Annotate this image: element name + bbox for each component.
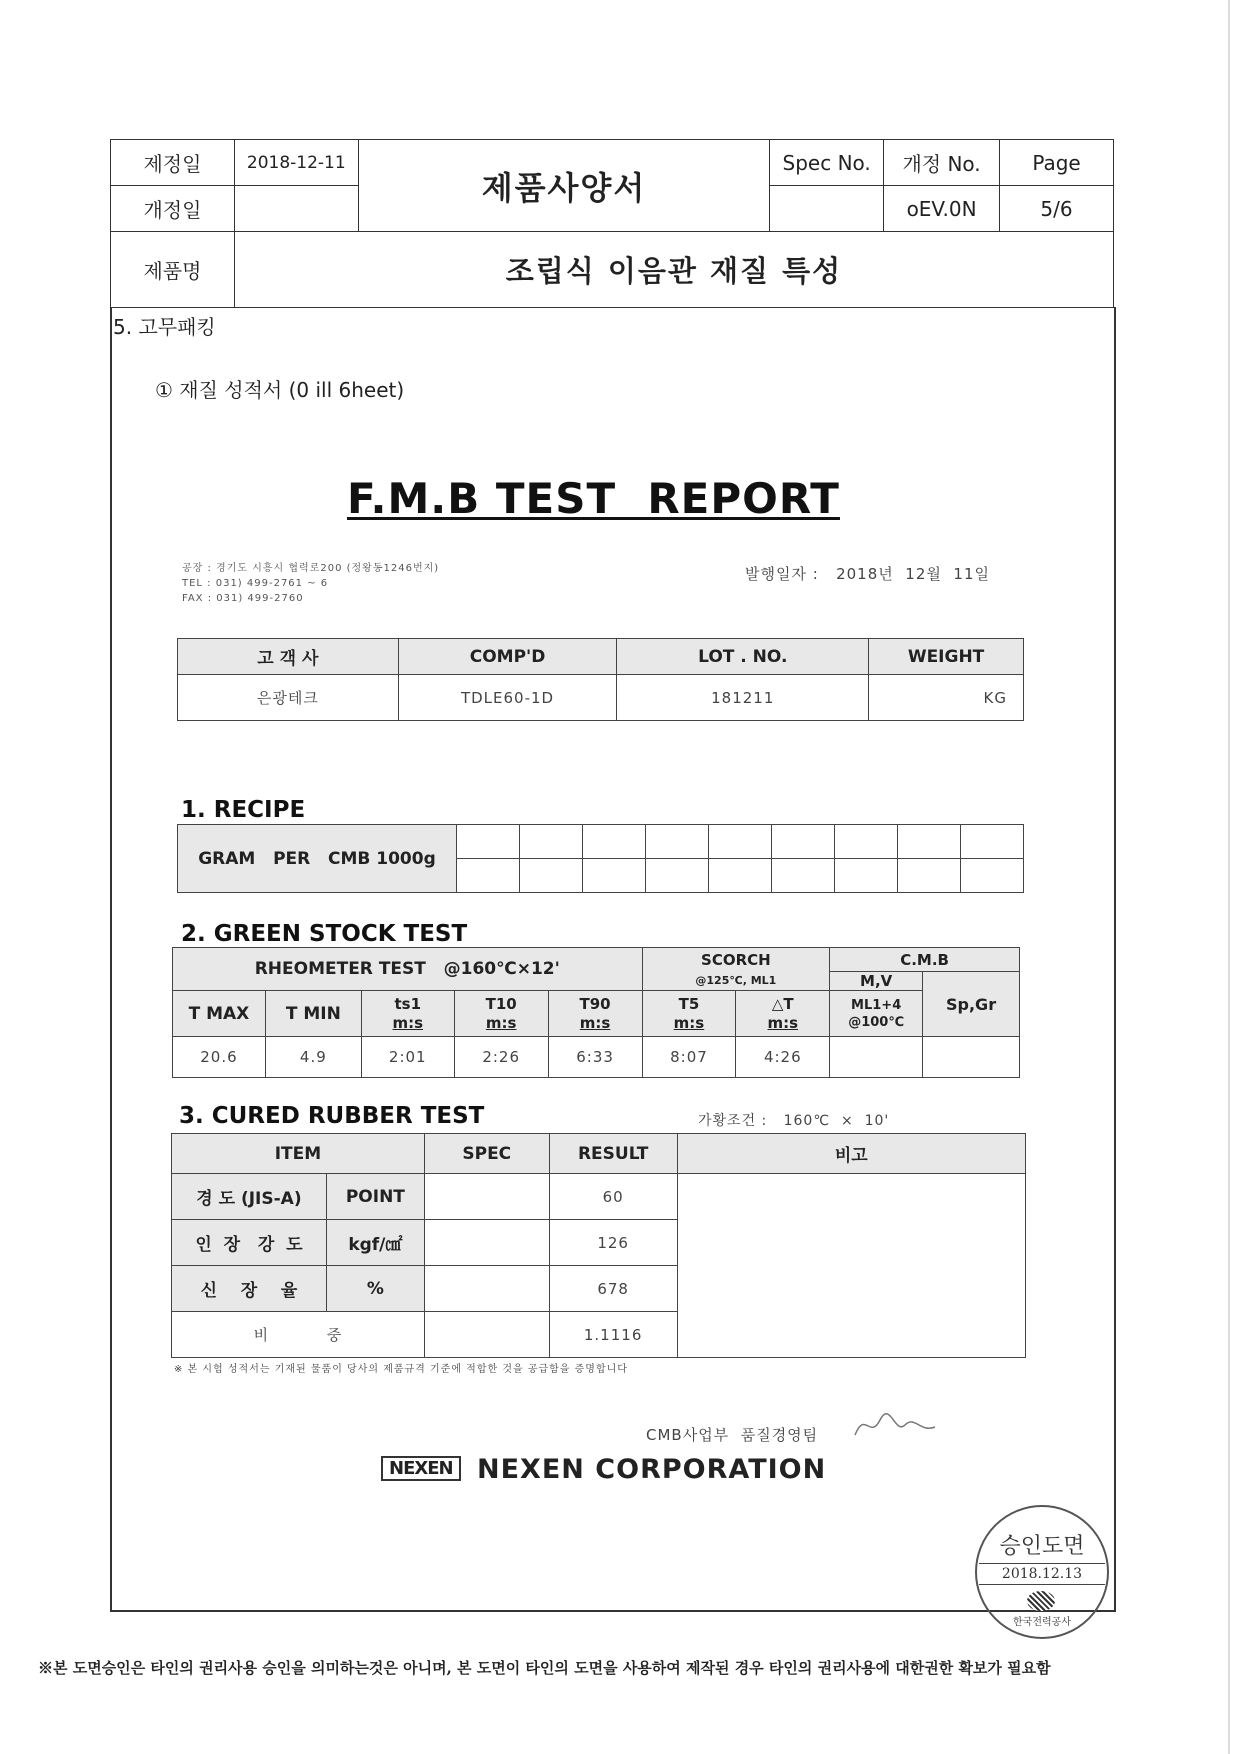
spgr-value <box>923 1037 1020 1078</box>
sheet-label: ① 재질 성적서 (0 ill 6heet) <box>155 378 405 402</box>
spec-no-value <box>770 186 884 232</box>
ts1-label: ts1 <box>394 994 422 1013</box>
recipe-cell <box>520 859 583 893</box>
gravity-item: 비 중 <box>172 1312 425 1358</box>
nexen-logo-text: NEXEN <box>389 1458 453 1479</box>
recipe-cell <box>457 859 520 893</box>
tensile-item: 인 장 강 도 <box>172 1220 327 1266</box>
recipe-cell <box>961 825 1024 859</box>
stamp-title: 승인도면 <box>999 1534 1085 1559</box>
mv-header: M,V <box>830 972 923 991</box>
stamp-date: 2018.12.13 <box>1001 1566 1083 1582</box>
rheometer-header: RHEOMETER TEST @160℃×12' <box>173 948 643 991</box>
recipe-cell <box>772 825 835 859</box>
lot-header: LOT . NO. <box>617 639 869 675</box>
t90-label: T90 <box>579 994 611 1013</box>
tensile-result: 126 <box>549 1220 677 1266</box>
elongation-spec <box>424 1266 549 1312</box>
recipe-cell <box>646 825 709 859</box>
company-name: NEXEN CORPORATION <box>477 1454 827 1485</box>
t90-unit: m:s <box>579 1013 611 1032</box>
item-header: ITEM <box>172 1134 425 1174</box>
t10-value: 2:26 <box>454 1037 548 1078</box>
t5-label: T5 <box>678 994 700 1013</box>
recipe-title: 1. RECIPE <box>181 797 306 823</box>
recipe-cell <box>835 859 898 893</box>
hardness-spec <box>424 1174 549 1220</box>
t5-unit: m:s <box>673 1013 705 1032</box>
customer-info-table <box>177 638 1024 721</box>
section-label: 5. 고무패킹 <box>113 315 216 339</box>
recipe-cell <box>646 859 709 893</box>
t5-value: 8:07 <box>642 1037 736 1078</box>
dt-header <box>736 991 830 1037</box>
factory-address <box>182 561 439 606</box>
dt-label: △T <box>771 994 794 1013</box>
dt-unit: m:s <box>767 1013 799 1032</box>
recipe-cell <box>583 859 646 893</box>
issue-date: 발행일자 : 2018년 12월 11일 <box>745 565 990 583</box>
fax-line: FAX : 031) 499-2760 <box>182 593 304 604</box>
compd-value: TDLE60-1D <box>398 675 617 721</box>
cmb-header: C.M.B <box>830 948 1020 972</box>
spec-header-table <box>110 139 1114 308</box>
ml-value <box>830 1037 923 1078</box>
bottom-disclaimer: ※본 도면승인은 타인의 권리사용 승인을 의미하는것은 아니며, 본 도면이 타인의 도면을 사용하여 제작된 경우 타인의 권리사용에 대한권한 확보가 필요함 <box>38 1659 1051 1677</box>
scorch-header: SCORCH <box>642 948 830 972</box>
scorch-condition: @125℃, ML1 <box>642 972 830 991</box>
ml-label: ML1+4 <box>851 997 902 1013</box>
spec-no-label: Spec No. <box>770 140 884 186</box>
t10-header <box>454 991 548 1037</box>
ts1-value: 2:01 <box>361 1037 454 1078</box>
tel-line: TEL : 031) 499-2761 ~ 6 <box>182 578 329 589</box>
ml-temp: @100℃ <box>848 1014 905 1030</box>
recipe-cell <box>898 859 961 893</box>
recipe-cell <box>520 825 583 859</box>
department-label: CMB사업부 품질경영팀 <box>646 1426 819 1444</box>
tensile-spec <box>424 1220 549 1266</box>
cure-condition: 가황조건 : 160℃ × 10' <box>698 1113 890 1129</box>
tmax-header: T MAX <box>173 991 266 1037</box>
signature-mark <box>850 1405 940 1445</box>
established-date: 2018-12-11 <box>234 140 358 186</box>
dt-value: 4:26 <box>736 1037 830 1078</box>
t10-label: T10 <box>485 994 517 1013</box>
page-label: Page <box>1000 140 1114 186</box>
customer-header: 고 객 사 <box>178 639 399 675</box>
result-header: RESULT <box>549 1134 677 1174</box>
spec-header: SPEC <box>424 1134 549 1174</box>
elongation-result: 678 <box>549 1266 677 1312</box>
recipe-cell <box>898 825 961 859</box>
doc-title: 제품사양서 <box>358 140 769 232</box>
rev-no-value: oEV.0N <box>884 186 1000 232</box>
remark-header: 비고 <box>677 1134 1025 1174</box>
gravity-result: 1.1116 <box>549 1312 677 1358</box>
spgr-header: Sp,Gr <box>923 972 1020 1037</box>
product-name: 조립식 이음관 재질 특성 <box>234 232 1113 308</box>
nexen-logo <box>381 1456 461 1481</box>
rev-no-label: 개정 No. <box>884 140 1000 186</box>
cured-rubber-table <box>171 1133 1026 1358</box>
elongation-unit: % <box>326 1266 424 1312</box>
gravity-spec <box>424 1312 549 1358</box>
remark-cell <box>677 1174 1025 1358</box>
stamp-date-band <box>979 1563 1105 1585</box>
lot-value: 181211 <box>617 675 869 721</box>
address-line: 공장 : 경기도 시흥시 협력로200 (정왕동1246번지) <box>182 563 440 574</box>
green-stock-title: 2. GREEN STOCK TEST <box>181 921 468 947</box>
t10-unit: m:s <box>485 1013 517 1032</box>
stamp-emblem-icon <box>1027 1591 1055 1611</box>
t5-header <box>642 991 736 1037</box>
ml-header <box>830 991 923 1037</box>
established-label: 제정일 <box>111 140 235 186</box>
customer-value: 은광테크 <box>178 675 399 721</box>
recipe-cell <box>709 859 772 893</box>
tmax-value: 20.6 <box>173 1037 266 1078</box>
report-title: F.M.B TEST REPORT <box>347 474 840 523</box>
recipe-cell <box>772 859 835 893</box>
tmin-value: 4.9 <box>265 1037 361 1078</box>
weight-header: WEIGHT <box>869 639 1024 675</box>
hardness-result: 60 <box>549 1174 677 1220</box>
product-label: 제품명 <box>111 232 235 308</box>
hardness-unit: POINT <box>326 1174 424 1220</box>
t90-header <box>548 991 642 1037</box>
recipe-cell <box>835 825 898 859</box>
approval-stamp <box>975 1505 1109 1639</box>
certification-footnote: ※ 본 시험 성적서는 기재된 물품이 당사의 제품규격 기준에 적합한 것을 공급함을 증명합니다 <box>174 1364 628 1375</box>
elongation-item: 신 장 율 <box>172 1266 327 1312</box>
ts1-unit: m:s <box>392 1013 424 1032</box>
page-value: 5/6 <box>1000 186 1114 232</box>
t90-value: 6:33 <box>548 1037 642 1078</box>
recipe-cell <box>709 825 772 859</box>
recipe-cell <box>457 825 520 859</box>
revised-date <box>234 186 358 232</box>
cured-rubber-title: 3. CURED RUBBER TEST <box>179 1103 485 1129</box>
recipe-table <box>177 824 1024 893</box>
green-stock-table <box>172 947 1020 1078</box>
ts1-header <box>361 991 454 1037</box>
hardness-item: 경 도 (JIS-A) <box>172 1174 327 1220</box>
compd-header: COMP'D <box>398 639 617 675</box>
recipe-cell <box>583 825 646 859</box>
stamp-org: 한국전력공사 <box>1013 1617 1071 1628</box>
recipe-cell <box>961 859 1024 893</box>
weight-value: KG <box>869 675 1024 721</box>
scan-edge <box>1228 0 1230 1754</box>
recipe-label: GRAM PER CMB 1000g <box>178 825 457 893</box>
tensile-unit: kgf/㎠ <box>326 1220 424 1266</box>
tmin-header: T MIN <box>265 991 361 1037</box>
revised-label: 개정일 <box>111 186 235 232</box>
